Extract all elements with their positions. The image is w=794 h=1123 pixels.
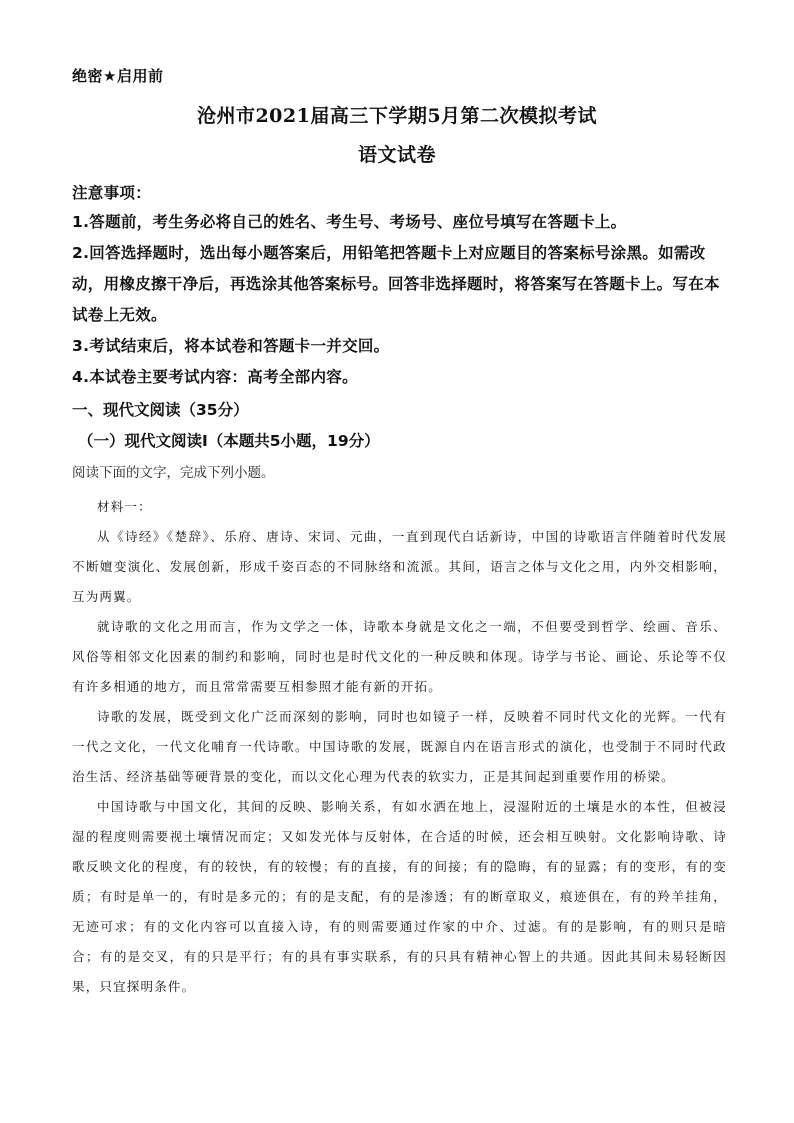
note-item-1: 1.答题前，考生务必将自己的姓名、考生号、考场号、座位号填写在答题卡上。 [72,213,627,231]
reading-instruction: 阅读下面的文字，完成下列小题。 [72,465,275,481]
notes-heading: 注意事项： [72,184,152,202]
section-title: 一、现代文阅读（35分） [72,401,249,419]
material-paragraph-2: 就诗歌的文化之用而言，作为文学之一体，诗歌本身就是文化之一端，不但要受到哲学、绘画、音乐、风俗等相邻文化因素的制约和影响，同时也是时代文化的一种反映和体现。诗学与书论、画论、乐论等不仅有许多相通的地方，而且常常需要互相参照才能有新的开拓。 [72,619,727,694]
material-text [72,492,727,1002]
exam-title: 沧州市2021届高三下学期5月第二次模拟考试 [196,105,598,127]
note-item-4: 4.本试卷主要考试内容：高考全部内容。 [72,368,358,386]
exam-notes [72,183,727,393]
material-label: 材料一： [97,499,152,514]
note-item-3: 3.考试结束后，将本试卷和答题卡一并交回。 [72,337,390,355]
subsection-title: （一）现代文阅读Ⅰ（本题共5小题，19分） [78,432,380,450]
confidential-mark: 绝密★启用前 [72,67,164,85]
exam-subtitle: 语文试卷 [357,144,436,166]
note-item-2: 2.回答选择题时，选出每小题答案后，用铅笔把答题卡上对应题目的答案标号涂黑。如需改动，用橡皮擦干净后，再选涂其他答案标号。回答非选择题时，将答案写在答题卡上。写在本试卷上无效。 [72,244,720,324]
material-paragraph-4: 中国诗歌与中国文化，其间的反映、影响关系，有如水洒在地上，浸湿附近的土壤是水的本性，但被浸湿的程度则需要视土壤情况而定；又如发光体与反射体，在合适的时候，还会相互映射。文化影响诗歌、诗歌反映文化的程度，有的较快，有的较慢；有的直接，有的间接；有的隐晦，有的显露；有的变形，有的变质；有时是单一的，有时是多元的；有的是支配，有的是渗透；有的断章取义，痕迹俱在，有的羚羊挂角，无迹可求；有的文化内容可以直接入诗，有的则需要通过作家的中介、过滤。有的是影响，有的则只是暗合；有的是交叉，有的只是平行；有的具有事实联系，有的只具有精神心智上的共通。因此其间未易轻断因果，只宜探明条件。 [72,799,727,994]
material-paragraph-1: 从《诗经》《楚辞》、乐府、唐诗、宋词、元曲，一直到现代白话新诗，中国的诗歌语言伴随着时代发展不断嬗变演化、发展创新，形成千姿百态的不同脉络和流派。其间，语言之体与文化之用，内外交相影响，互为两翼。 [72,529,727,604]
material-paragraph-3: 诗歌的发展，既受到文化广泛而深刻的影响，同时也如镜子一样，反映着不同时代文化的光辉。一代有一代之文化，一代文化哺育一代诗歌。中国诗歌的发展，既源自内在语言形式的演化，也受制于不同时代政治生活、经济基础等硬背景的变化，而以文化心理为代表的软实力，正是其间起到重要作用的桥梁。 [72,709,727,784]
